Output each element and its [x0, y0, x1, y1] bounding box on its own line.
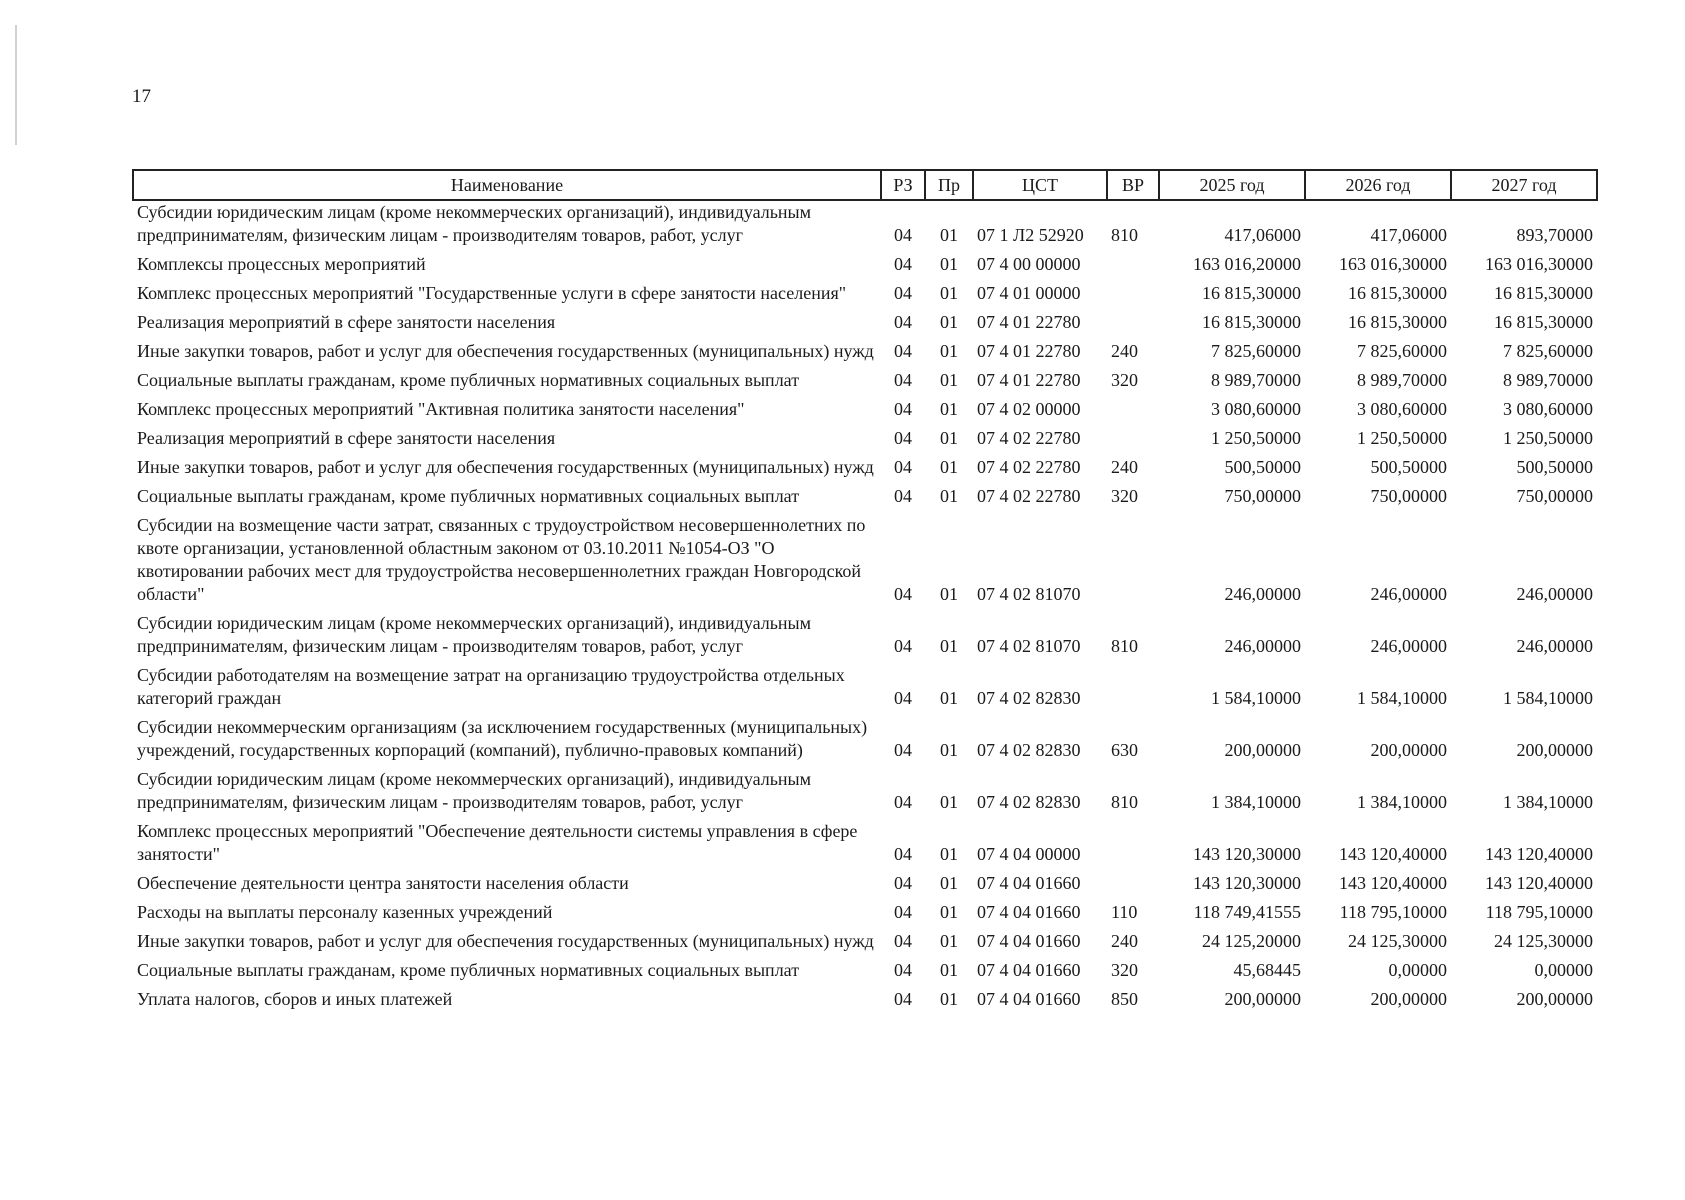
row-2027: 0,00000 — [1534, 960, 1593, 980]
row-vr — [1107, 253, 1159, 282]
row-cst: 07 4 04 01660 — [977, 902, 1081, 922]
row-2027: 200,00000 — [1516, 740, 1593, 760]
row-rz: 04 — [894, 792, 912, 812]
row-vr: 320 — [1111, 486, 1138, 506]
row-name: Иные закупки товаров, работ и услуг для обеспечения государственных (муниципальных) нужд — [137, 457, 874, 477]
row-2027: 750,00000 — [1516, 486, 1593, 506]
table-row — [133, 311, 1597, 340]
row-2027: 118 795,10000 — [1485, 902, 1593, 922]
row-2026: 118 795,10000 — [1339, 902, 1447, 922]
row-name: Социальные выплаты гражданам, кроме публичных нормативных социальных выплат — [137, 370, 800, 390]
row-2025: 500,50000 — [1224, 457, 1301, 477]
row-cst: 07 4 01 00000 — [977, 283, 1081, 303]
row-2026: 246,00000 — [1370, 636, 1447, 656]
row-cst: 07 1 Л2 52920 — [977, 225, 1084, 245]
row-vr: 810 — [1111, 225, 1138, 245]
row-2026: 1 584,10000 — [1357, 688, 1447, 708]
row-2027: 16 815,30000 — [1494, 283, 1593, 303]
row-rz: 04 — [894, 584, 912, 604]
row-2026: 1 384,10000 — [1357, 792, 1447, 812]
header-name: Наименование — [133, 170, 881, 200]
row-2027: 163 016,30000 — [1485, 254, 1593, 274]
row-name: Реализация мероприятий в сфере занятости населения — [137, 312, 556, 332]
row-rz: 04 — [894, 688, 912, 708]
row-rz: 04 — [894, 486, 912, 506]
row-2025: 7 825,60000 — [1211, 341, 1301, 361]
row-name: Субсидии юридическим лицам (кроме некоммерческих организаций), индивидуальным предпринимателям, физическим лицам - производителям товаров, работ, услуг — [137, 202, 812, 245]
header-rz: РЗ — [881, 170, 925, 200]
row-2025: 750,00000 — [1224, 486, 1301, 506]
row-vr — [1107, 427, 1159, 456]
row-2025: 143 120,30000 — [1193, 873, 1301, 893]
row-rz: 04 — [894, 254, 912, 274]
row-2026: 24 125,30000 — [1348, 931, 1447, 951]
table-body — [133, 200, 1597, 1017]
row-cst: 07 4 01 22780 — [977, 341, 1081, 361]
row-vr — [1107, 282, 1159, 311]
row-cst: 07 4 02 81070 — [977, 636, 1081, 656]
row-rz: 04 — [894, 457, 912, 477]
row-2026: 143 120,40000 — [1339, 844, 1447, 864]
row-2027: 893,70000 — [1516, 225, 1593, 245]
table-row — [133, 200, 1597, 253]
row-rz: 04 — [894, 844, 912, 864]
row-2027: 143 120,40000 — [1485, 873, 1593, 893]
row-rz: 04 — [894, 960, 912, 980]
row-name: Иные закупки товаров, работ и услуг для обеспечения государственных (муниципальных) нужд — [137, 341, 874, 361]
row-vr: 240 — [1111, 457, 1138, 477]
row-2027: 16 815,30000 — [1494, 312, 1593, 332]
row-name: Реализация мероприятий в сфере занятости населения — [137, 428, 556, 448]
row-vr — [1107, 514, 1159, 612]
row-pr: 01 — [940, 989, 958, 1009]
row-name: Субсидии юридическим лицам (кроме некоммерческих организаций), индивидуальным предпринимателям, физическим лицам - производителям товаров, работ, услуг — [137, 613, 812, 656]
row-pr: 01 — [940, 792, 958, 812]
header-2026: 2026 год — [1305, 170, 1451, 200]
table-row — [133, 872, 1597, 901]
row-name: Расходы на выплаты персоналу казенных учреждений — [137, 902, 553, 922]
row-2025: 1 384,10000 — [1211, 792, 1301, 812]
row-cst: 07 4 02 22780 — [977, 486, 1081, 506]
row-name: Социальные выплаты гражданам, кроме публичных нормативных социальных выплат — [137, 960, 800, 980]
row-cst: 07 4 02 82830 — [977, 792, 1081, 812]
row-vr: 240 — [1111, 341, 1138, 361]
header-2027: 2027 год — [1451, 170, 1597, 200]
row-name: Субсидии юридическим лицам (кроме некоммерческих организаций), индивидуальным предпринимателям, физическим лицам - производителям товаров, работ, услуг — [137, 769, 812, 812]
table-row — [133, 901, 1597, 930]
row-vr — [1107, 311, 1159, 340]
row-pr: 01 — [940, 370, 958, 390]
row-pr: 01 — [940, 931, 958, 951]
row-pr: 01 — [940, 428, 958, 448]
row-2027: 246,00000 — [1516, 584, 1593, 604]
row-2026: 143 120,40000 — [1339, 873, 1447, 893]
row-rz: 04 — [894, 902, 912, 922]
scan-edge-mark — [15, 25, 17, 145]
row-pr: 01 — [940, 844, 958, 864]
row-vr: 810 — [1111, 636, 1138, 656]
header-cst: ЦСТ — [973, 170, 1107, 200]
row-2027: 7 825,60000 — [1503, 341, 1593, 361]
row-2025: 1 584,10000 — [1211, 688, 1301, 708]
row-vr: 320 — [1111, 960, 1138, 980]
row-2025: 24 125,20000 — [1202, 931, 1301, 951]
table-row — [133, 664, 1597, 716]
row-pr: 01 — [940, 225, 958, 245]
row-name: Комплекс процессных мероприятий "Обеспечение деятельности системы управления в сфере занятости" — [137, 821, 858, 864]
row-pr: 01 — [940, 584, 958, 604]
header-vr: ВР — [1107, 170, 1159, 200]
table-header-row — [133, 170, 1597, 200]
row-vr: 630 — [1111, 740, 1138, 760]
row-2026: 200,00000 — [1370, 989, 1447, 1009]
table-row — [133, 612, 1597, 664]
row-2027: 24 125,30000 — [1494, 931, 1593, 951]
table-row — [133, 768, 1597, 820]
row-2025: 200,00000 — [1224, 989, 1301, 1009]
row-rz: 04 — [894, 225, 912, 245]
table-row — [133, 820, 1597, 872]
row-rz: 04 — [894, 931, 912, 951]
row-2027: 246,00000 — [1516, 636, 1593, 656]
row-pr: 01 — [940, 312, 958, 332]
row-rz: 04 — [894, 399, 912, 419]
row-name: Субсидии работодателям на возмещение затрат на организацию трудоустройства отдельных категорий граждан — [137, 665, 845, 708]
row-2026: 200,00000 — [1370, 740, 1447, 760]
row-2026: 8 989,70000 — [1357, 370, 1447, 390]
row-cst: 07 4 02 82830 — [977, 740, 1081, 760]
row-name: Комплекс процессных мероприятий "Государственные услуги в сфере занятости населения" — [137, 283, 847, 303]
table-row — [133, 253, 1597, 282]
row-2027: 3 080,60000 — [1503, 399, 1593, 419]
row-2026: 16 815,30000 — [1348, 312, 1447, 332]
row-rz: 04 — [894, 740, 912, 760]
row-2025: 246,00000 — [1224, 584, 1301, 604]
row-cst: 07 4 02 22780 — [977, 428, 1081, 448]
row-vr: 110 — [1111, 902, 1138, 922]
row-2025: 1 250,50000 — [1211, 428, 1301, 448]
row-vr: 810 — [1111, 792, 1138, 812]
table-row — [133, 930, 1597, 959]
row-2025: 143 120,30000 — [1193, 844, 1301, 864]
row-2027: 1 250,50000 — [1503, 428, 1593, 448]
row-pr: 01 — [940, 341, 958, 361]
row-name: Комплекс процессных мероприятий "Активная политика занятости населения" — [137, 399, 745, 419]
row-rz: 04 — [894, 428, 912, 448]
row-2025: 3 080,60000 — [1211, 399, 1301, 419]
row-2026: 417,06000 — [1370, 225, 1447, 245]
row-rz: 04 — [894, 989, 912, 1009]
row-2027: 500,50000 — [1516, 457, 1593, 477]
row-2027: 8 989,70000 — [1503, 370, 1593, 390]
row-2026: 0,00000 — [1388, 960, 1447, 980]
table-row — [133, 514, 1597, 612]
row-rz: 04 — [894, 312, 912, 332]
row-cst: 07 4 00 00000 — [977, 254, 1081, 274]
row-vr: 850 — [1111, 989, 1138, 1009]
row-pr: 01 — [940, 873, 958, 893]
row-pr: 01 — [940, 902, 958, 922]
row-2025: 200,00000 — [1224, 740, 1301, 760]
row-cst: 07 4 02 22780 — [977, 457, 1081, 477]
row-name: Субсидии на возмещение части затрат, связанных с трудоустройством несовершеннолетних по квоте организации, установленной областным законом от 03.10.2011 №1054-ОЗ "О квотировании рабочих мест для трудоустройства несовершеннолетних граждан Новгородской области" — [137, 515, 866, 604]
row-2026: 246,00000 — [1370, 584, 1447, 604]
row-2026: 750,00000 — [1370, 486, 1447, 506]
row-2026: 3 080,60000 — [1357, 399, 1447, 419]
row-pr: 01 — [940, 283, 958, 303]
row-name: Комплексы процессных мероприятий — [137, 254, 426, 274]
row-pr: 01 — [940, 399, 958, 419]
table-row — [133, 398, 1597, 427]
header-2025: 2025 год — [1159, 170, 1305, 200]
row-name: Иные закупки товаров, работ и услуг для обеспечения государственных (муниципальных) нужд — [137, 931, 874, 951]
table-row — [133, 456, 1597, 485]
row-2025: 417,06000 — [1224, 225, 1301, 245]
row-rz: 04 — [894, 873, 912, 893]
row-name: Социальные выплаты гражданам, кроме публичных нормативных социальных выплат — [137, 486, 800, 506]
row-2025: 118 749,41555 — [1193, 902, 1301, 922]
row-2026: 163 016,30000 — [1339, 254, 1447, 274]
table-row — [133, 340, 1597, 369]
row-pr: 01 — [940, 254, 958, 274]
row-cst: 07 4 04 01660 — [977, 873, 1081, 893]
row-vr: 240 — [1111, 931, 1138, 951]
row-2026: 16 815,30000 — [1348, 283, 1447, 303]
page-number: 17 — [132, 86, 151, 107]
row-2027: 1 384,10000 — [1503, 792, 1593, 812]
row-name: Обеспечение деятельности центра занятости населения области — [137, 873, 629, 893]
header-pr: Пр — [925, 170, 973, 200]
row-cst: 07 4 01 22780 — [977, 370, 1081, 390]
row-name: Уплата налогов, сборов и иных платежей — [137, 989, 453, 1009]
row-2026: 1 250,50000 — [1357, 428, 1447, 448]
table-row — [133, 959, 1597, 988]
row-name: Субсидии некоммерческим организациям (за исключением государственных (муниципальных) учреждений, государственных корпораций (компаний), публично-правовых компаний) — [137, 717, 868, 760]
row-cst: 07 4 02 00000 — [977, 399, 1081, 419]
row-2027: 143 120,40000 — [1485, 844, 1593, 864]
row-pr: 01 — [940, 740, 958, 760]
row-rz: 04 — [894, 370, 912, 390]
table-row — [133, 988, 1597, 1017]
table-row — [133, 282, 1597, 311]
row-pr: 01 — [940, 636, 958, 656]
row-2025: 8 989,70000 — [1211, 370, 1301, 390]
row-rz: 04 — [894, 283, 912, 303]
row-vr — [1107, 398, 1159, 427]
row-cst: 07 4 02 81070 — [977, 584, 1081, 604]
row-2027: 1 584,10000 — [1503, 688, 1593, 708]
row-vr: 320 — [1111, 370, 1138, 390]
row-pr: 01 — [940, 960, 958, 980]
row-vr — [1107, 872, 1159, 901]
table-row — [133, 369, 1597, 398]
row-cst: 07 4 04 01660 — [977, 931, 1081, 951]
table-row — [133, 716, 1597, 768]
row-pr: 01 — [940, 457, 958, 477]
row-cst: 07 4 02 82830 — [977, 688, 1081, 708]
budget-table — [132, 169, 1598, 1017]
table-row — [133, 485, 1597, 514]
row-2025: 163 016,20000 — [1193, 254, 1301, 274]
row-2025: 16 815,30000 — [1202, 312, 1301, 332]
row-cst: 07 4 04 01660 — [977, 989, 1081, 1009]
row-2025: 45,68445 — [1233, 960, 1301, 980]
row-cst: 07 4 04 00000 — [977, 844, 1081, 864]
row-pr: 01 — [940, 486, 958, 506]
row-cst: 07 4 04 01660 — [977, 960, 1081, 980]
row-pr: 01 — [940, 688, 958, 708]
row-rz: 04 — [894, 341, 912, 361]
row-2026: 7 825,60000 — [1357, 341, 1447, 361]
row-2025: 16 815,30000 — [1202, 283, 1301, 303]
row-2025: 246,00000 — [1224, 636, 1301, 656]
row-vr — [1107, 820, 1159, 872]
row-2026: 500,50000 — [1370, 457, 1447, 477]
row-cst: 07 4 01 22780 — [977, 312, 1081, 332]
table-row — [133, 427, 1597, 456]
row-rz: 04 — [894, 636, 912, 656]
row-2027: 200,00000 — [1516, 989, 1593, 1009]
row-vr — [1107, 664, 1159, 716]
